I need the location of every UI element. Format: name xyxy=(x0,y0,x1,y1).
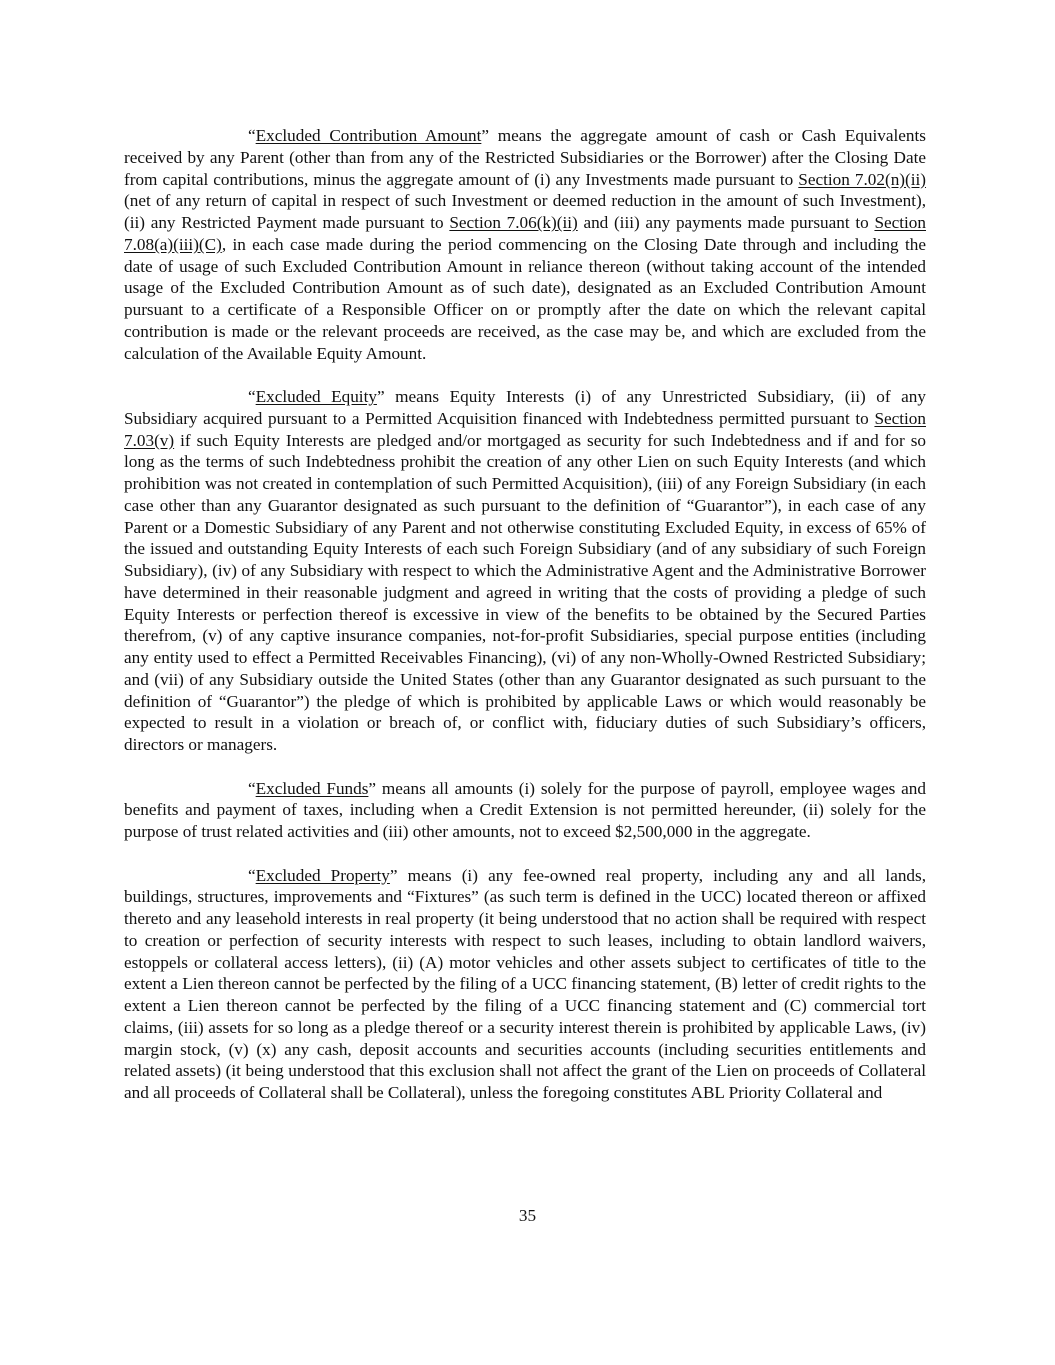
definition-excluded-property: “Excluded Property” means (i) any fee-owned real property, including any and all lands, buildings, structures, improvements and “Fixtures” (as such term is defined in the UCC) located thereon or affixed thereto and any leasehold interests in real property (it being understood that no action shall be required with respect to creation or perfection of security interests with respect to such leases, including to obtain landlord waivers, estoppels or collateral access letters), (ii) (A) motor vehicles and other assets subject to certificates of title to the extent a Lien thereon cannot be perfected by the filing of a UCC financing statement, (B) letter of credit rights to the extent a Lien thereon cannot be perfected by the filing of a UCC financing statement and (C) commercial tort claims, (iii) assets for so long as a pledge thereof or a security interest therein is prohibited by applicable Laws, (iv) margin stock, (v) (x) any cash, deposit accounts and securities accounts (including securities entitlements and related assets) (it being understood that this exclusion shall not affect the grant of the Lien on proceeds of Collateral and all proceeds of Collateral shall be Collateral), unless the foregoing constitutes ABL Priority Collateral and xyxy=(124,865,926,1102)
definition-excluded-contribution-amount: “Excluded Contribution Amount” means the aggregate amount of cash or Cash Equivalents received by any Parent (other than from any of the Restricted Subsidiaries or the Borrower) after the Closing Date from capital contributions, minus the aggregate amount of (i) any Investments made pursuant to Section 7.02(n)(ii) (net of any return of capital in respect of such Investment or deemed reduction in the amount of such Investment), (ii) any Restricted Payment made pursuant to Section 7.06(k)(ii) and (iii) any payments made pursuant to Section 7.08(a)(iii)(C), in each case made during the period commencing on the Closing Date through and including the date of usage of such Excluded Contribution Amount in reliance thereon (without taking account of the intended usage of the Excluded Contribution Amount as of such date), designated as an Excluded Contribution Amount pursuant to a certificate of a Responsible Officer on or promptly after the date on which the relevant capital contribution is made or the relevant proceeds are received, as the case may be, and which are excluded from the calculation of the Available Equity Amount. xyxy=(124,126,927,363)
defined-term: Excluded Equity xyxy=(255,387,377,406)
defined-term: Excluded Contribution Amount xyxy=(255,126,482,145)
defined-term: Excluded Property xyxy=(255,865,390,885)
definition-excluded-funds: “Excluded Funds” means all amounts (i) solely for the purpose of payroll, employee wages and benefits and payment of taxes, including when a Credit Extension is not permitted hereunder, (ii) solely for the purpose of trust related activities and (iii) other amounts, not to exceed $2,500,000 in the aggregate. xyxy=(124,778,926,841)
section-reference: Section 7.08(a)(iii)(C) xyxy=(124,213,926,254)
section-reference: Section 7.02(n)(ii) xyxy=(798,169,927,189)
page-number: 35 xyxy=(518,1206,537,1225)
section-reference: Section 7.03(v) xyxy=(124,408,926,450)
document-body xyxy=(124,125,926,1126)
defined-term: Excluded Funds xyxy=(255,778,369,798)
definition-excluded-equity: “Excluded Equity” means Equity Interests (i) of any Unrestricted Subsidiary, (ii) of any Subsidiary acquired pursuant to a Permitted Acquisition financed with Indebtedness permitted pursuant to Section 7.03(v) if such Equity Interests are pledged and/or mortgaged as security for such Indebtedness and if and for so long as the terms of such Indebtedness prohibit the creation of any other Lien on such Equity Interests (and which prohibition was not created in contemplation of such Permitted Acquisition), (iii) of any Foreign Subsidiary (in each case other than any Guarantor designated as such pursuant to the definition of “Guarantor”), in each case of any Parent or a Domestic Subsidiary of any Parent and not otherwise constituting Excluded Equity, in excess of 65% of the issued and outstanding Equity Interests of each such Foreign Subsidiary (and of any subsidiary of such Foreign Subsidiary), (iv) of any Subsidiary with respect to which the Administrative Agent and the Administrative Borrower have determined in their reasonable judgment and agreed in writing that the costs of providing a pledge of such Equity Interests or perfection thereof is excessive in view of the benefits to be obtained by the Secured Parties therefrom, (v) of any captive insurance companies, not-for-profit Subsidiaries, special purpose entities (including any entity used to effect a Permitted Receivables Financing), (vi) of any non-Wholly-Owned Restricted Subsidiary; and (vii) of any Subsidiary outside the United States (other than any Guarantor designated as such pursuant to the definition of “Guarantor”) the pledge of which is prohibited by applicable Laws or which would reasonably be expected to result in a violation or breach of, or conflict with, fiduciary duties of such Subsidiary’s officers, directors or managers. xyxy=(124,387,926,754)
section-reference: Section 7.06(k)(ii) xyxy=(449,213,578,232)
